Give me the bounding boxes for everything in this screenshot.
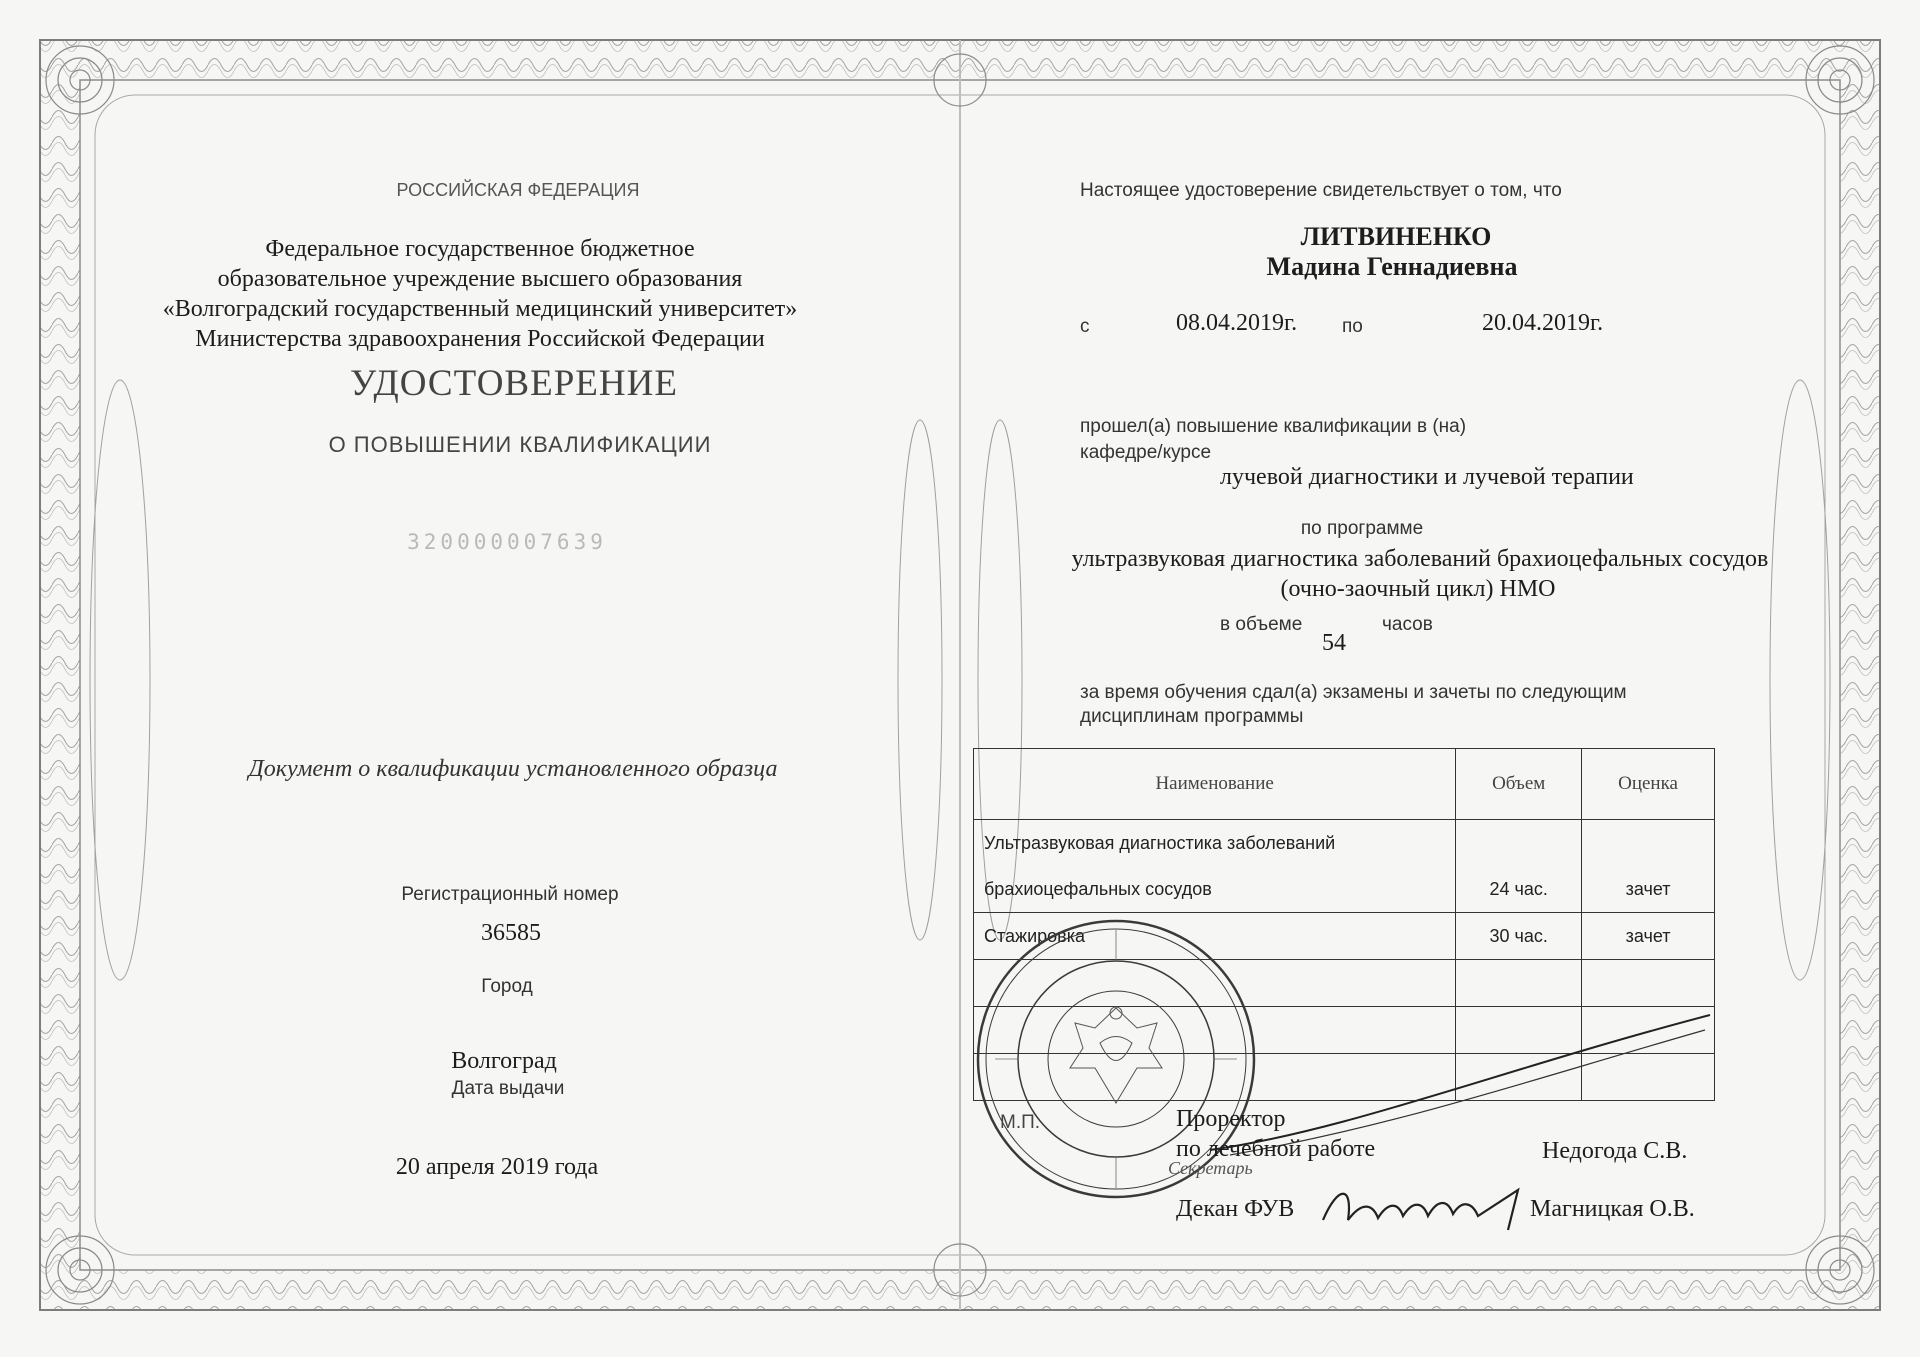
from-date: 08.04.2019г. bbox=[1176, 310, 1298, 336]
header-name: Наименование bbox=[974, 749, 1456, 820]
city-value: Волгоград bbox=[451, 1048, 557, 1074]
program-label: по программе bbox=[1300, 518, 1424, 539]
department-name: лучевой диагностики и лучевой терапии bbox=[1220, 464, 1634, 490]
dean-signature bbox=[1318, 1180, 1528, 1240]
institution-line-1: Федеральное государственное бюджетное bbox=[265, 236, 695, 262]
discipline-grade bbox=[1582, 960, 1715, 1007]
table-row bbox=[974, 820, 1715, 867]
exams-line-1: за время обучения сдал(а) экзамены и зачеты по следующим bbox=[1080, 682, 1627, 703]
city-label: Город bbox=[481, 976, 533, 997]
discipline-grade: зачет bbox=[1582, 866, 1715, 913]
discipline-grade bbox=[1582, 820, 1715, 867]
table-header-row bbox=[974, 749, 1715, 820]
dean-name: Магницкая О.В. bbox=[1530, 1196, 1695, 1222]
program-line-1: ультразвуковая диагностика заболеваний брахиоцефальных сосудов bbox=[1071, 546, 1769, 572]
document-subtitle: О ПОВЫШЕНИИ КВАЛИФИКАЦИИ bbox=[328, 432, 712, 457]
hours-value: 54 bbox=[1322, 630, 1346, 656]
intro-text: Настоящее удостоверение свидетельствует о том, что bbox=[1080, 180, 1562, 201]
institution-line-4: Министерства здравоохранения Российской Федерации bbox=[195, 326, 765, 352]
secretary-label: Секретарь bbox=[1168, 1158, 1253, 1178]
prorector-title-line-2: по лечебной работе bbox=[1176, 1136, 1376, 1162]
to-label: по bbox=[1342, 316, 1363, 337]
passed-line-1: прошел(а) повышение квалификации в (на) bbox=[1080, 416, 1467, 437]
passed-line-2: кафедре/курсе bbox=[1080, 442, 1212, 463]
discipline-name: Ультразвуковая диагностика заболеваний bbox=[974, 820, 1456, 867]
from-label: с bbox=[1080, 316, 1090, 337]
discipline-volume: 30 час. bbox=[1456, 913, 1582, 960]
document-type: Документ о квалификации установленного образца bbox=[248, 756, 778, 782]
hours-label: часов bbox=[1382, 614, 1433, 635]
discipline-name: Стажировка bbox=[974, 913, 1456, 960]
discipline-grade: зачет bbox=[1582, 913, 1715, 960]
document-title: УДОСТОВЕРЕНИЕ bbox=[350, 363, 678, 404]
stamp-place-label: М.П. bbox=[1000, 1112, 1041, 1133]
header-grade: Оценка bbox=[1582, 749, 1715, 820]
institution-line-2: образовательное учреждение высшего образования bbox=[217, 266, 743, 292]
discipline-volume: 24 час. bbox=[1456, 866, 1582, 913]
issue-date-label: Дата выдачи bbox=[451, 1078, 565, 1099]
institution-line-3: «Волгоградский государственный медицинский университет» bbox=[162, 296, 798, 322]
program-line-2: (очно-заочный цикл) НМО bbox=[1280, 576, 1556, 602]
registration-number: 36585 bbox=[481, 920, 541, 946]
volume-label: в объеме bbox=[1220, 614, 1303, 635]
prorector-title-line-1: Проректор bbox=[1176, 1106, 1286, 1132]
country-header: РОССИЙСКАЯ ФЕДЕРАЦИЯ bbox=[396, 180, 640, 200]
exams-line-2: дисциплинам программы bbox=[1080, 706, 1304, 727]
table-row bbox=[974, 866, 1715, 913]
discipline-volume bbox=[1456, 820, 1582, 867]
discipline-volume bbox=[1456, 960, 1582, 1007]
holder-surname: ЛИТВИНЕНКО bbox=[1300, 222, 1492, 251]
to-date: 20.04.2019г. bbox=[1482, 310, 1604, 336]
dean-title: Декан ФУВ bbox=[1176, 1196, 1295, 1222]
prorector-name: Недогода С.В. bbox=[1542, 1138, 1688, 1164]
holder-name: Мадина Геннадиевна bbox=[1266, 252, 1518, 281]
blank-serial-number: 320000007639 bbox=[407, 530, 607, 554]
discipline-name: брахиоцефальных сосудов bbox=[974, 866, 1456, 913]
issue-date: 20 апреля 2019 года bbox=[395, 1154, 599, 1180]
registration-label: Регистрационный номер bbox=[401, 884, 619, 905]
header-volume: Объем bbox=[1456, 749, 1582, 820]
